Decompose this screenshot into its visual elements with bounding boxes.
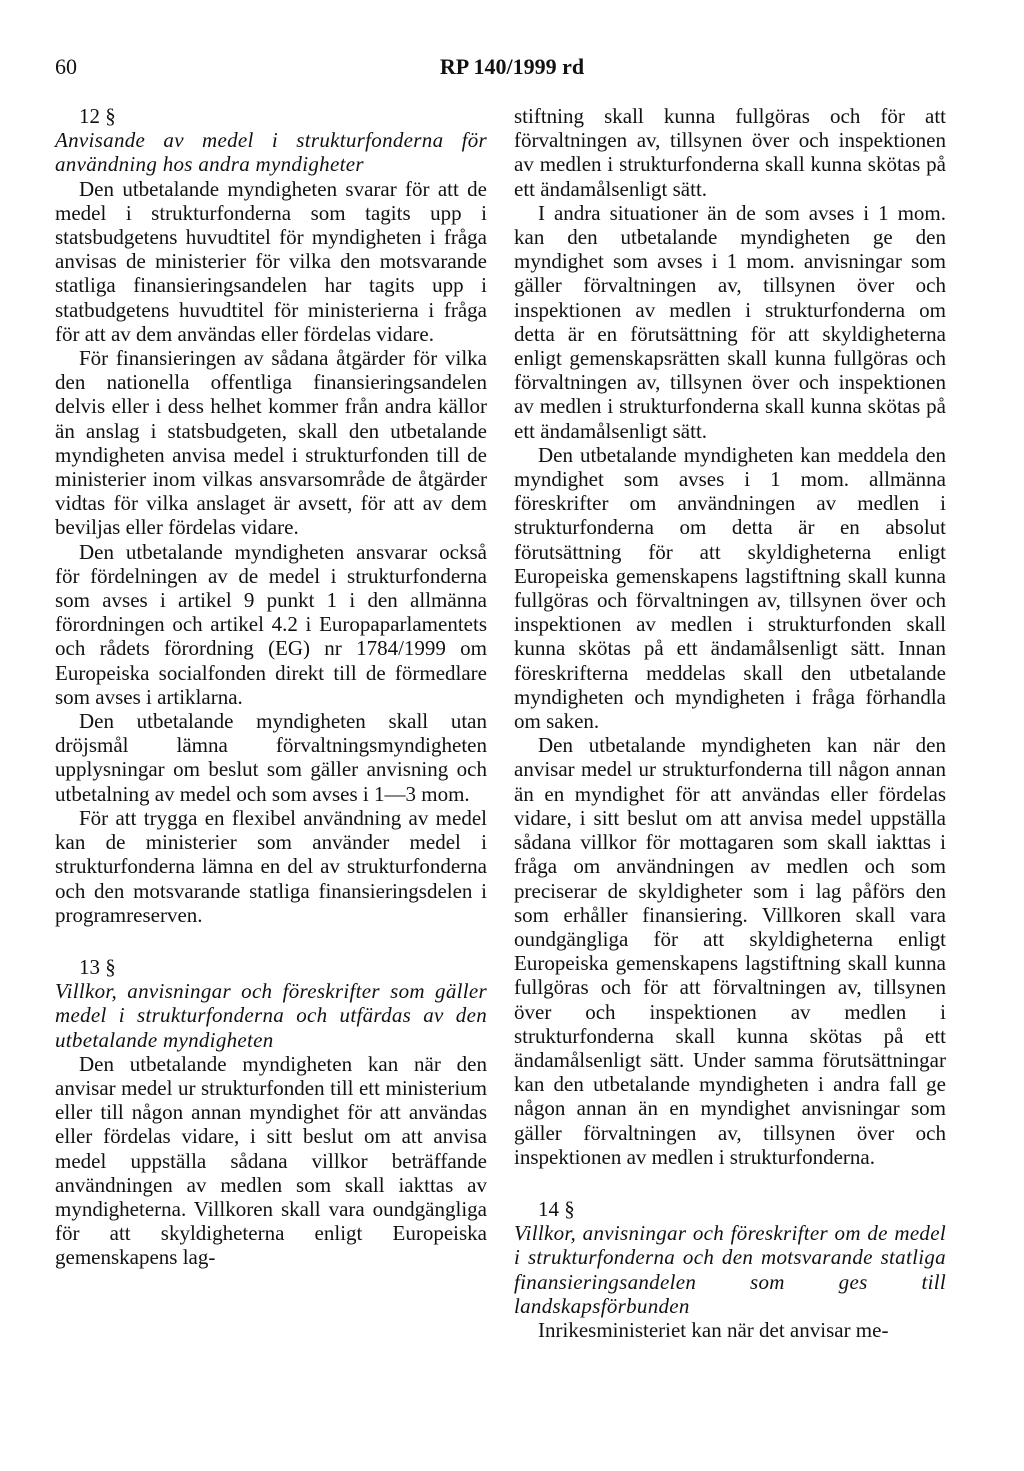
section-13-paragraph-3: Den utbetalande myndigheten kan meddela den myndighet som avses i 1 mom. allmänna föreskrifter om användningen av medlen i strukturfonderna om detta är en absolut förutsättning för att skyldigheterna enligt Europeiska gemenskapens lagstiftning skall kunna fullgöras och förvaltningen av, tillsynen över och inspektionen av medlen i strukturfonden skall kunna skötas på ett ändamålsenligt sätt. Innan föreskrifterna meddelas skall den utbetalande myndigheten och myndigheten i fråga förhandla om saken. <box>514 442 946 734</box>
section-12-paragraph-3: Den utbetalande myndigheten ansvarar också för fördelningen av de medel i strukturfonderna som avses i artikel 9 punkt 1 i den allmänna förordningen och artikel 4.2 i Europaparlamentets och rådets förordning (EG) nr 1784/1999 om Europeiska socialfonden direkt till de förmedlare som avses i artiklarna. <box>55 539 487 709</box>
section-12-paragraph-4: Den utbetalande myndigheten skall utan dröjsmål lämna förvaltningsmyndigheten upplysningar om beslut som gäller anvisning och utbetalning av medel och som avses i 1—3 mom. <box>55 709 487 806</box>
running-head: RP 140/1999 rd <box>439 54 585 79</box>
section-12-paragraph-5: För att trygga en flexibel användning av medel kan de ministerier som använder medel i strukturfonderna lämna en del av strukturfonderna och den motsvarande statliga finansieringsdelen i programreserven. <box>55 805 487 927</box>
section-13-heading: Villkor, anvisningar och föreskrifter som gäller medel i strukturfonderna och utfärdas av den utbetalande myndigheten <box>55 979 487 1052</box>
section-13-paragraph-4: Den utbetalande myndigheten kan när den anvisar medel ur strukturfonderna till någon annan än en myndighet för att användas eller fördelas vidare, i sitt beslut om att anvisa medel uppställa sådana villkor för mottagaren som skall iakttas i fråga om användningen av medlen och som preciserar de skyldigheter som i lag påförs den som erhåller finansiering. Villkoren skall vara oundgängliga för att skyldigheterna enligt Europeiska gemenskapens lagstiftning skall kunna fullgöras och för att förvaltningen av, tillsynen över och inspektionen av medlen i strukturfonderna skall kunna skötas på ett ändamålsenligt sätt. Under samma förutsättningar kan den utbetalande myndigheten i andra fall ge någon annan än en myndighet anvisningar som gäller förvaltningen av, tillsynen över och inspektionen av medlen i strukturfonderna. <box>514 733 946 1169</box>
section-12-paragraph-2: För finansieringen av sådana åtgärder för vilka den nationella offentliga finansieringsandelen delvis eller i dess helhet kommer från andra källor än anslag i statsbudgeten, skall den utbetalande myndigheten anvisa medel i strukturfonden till de ministerier inom vilkas ansvarsområde de åtgärder vidtas för vilka anslaget är avsett, för att av dem beviljas eller fördelas vidare. <box>55 346 487 540</box>
section-14-number: 14 § <box>538 1196 575 1221</box>
section-13-paragraph-2: I andra situationer än de som avses i 1 mom. kan den utbetalande myndigheten ge den myndighet som avses i 1 mom. anvisningar som gäller förvaltningen av, tillsynen över och inspektionen av medlen i strukturfonderna om detta är en förutsättning för att skyldigheterna enligt gemenskapsrätten skall kunna fullgöras och förvaltningen av, tillsynen över och inspektionen av medlen i strukturfonderna skall kunna skötas på ett ändamålsenligt sätt. <box>514 200 946 443</box>
section-12-number: 12 § <box>79 104 116 128</box>
section-13-paragraph-1-continued: stiftning skall kunna fullgöras och för att förvaltningen av, tillsynen över och inspektionen av medlen i strukturfonderna skall kunna skötas på ett ändamålsenligt sätt. <box>514 104 946 201</box>
section-12-paragraph-1: Den utbetalande myndigheten svarar för att de medel i strukturfonderna som tagits upp i statsbudgetens huvudtitel för myndigheten i fråga anvisas de ministerier för vilka den motsvarande statliga finansieringsandelen har tagits upp i statbudgetens huvudtitel för ministerierna i fråga för att av dem användas eller fördelas vidare. <box>55 176 487 346</box>
page-number: 60 <box>55 54 77 79</box>
section-13-number: 13 § <box>79 954 116 979</box>
section-12-heading: Anvisande av medel i strukturfonderna för användning hos andra myndigheter <box>55 128 487 177</box>
section-14-paragraph-1: Inrikesministeriet kan när det anvisar me- <box>538 1317 889 1342</box>
right-column <box>514 104 946 1342</box>
section-14-heading: Villkor, anvisningar och föreskrifter om de medel i strukturfonderna och den motsvarande statliga finansieringsandelen som ges till landskapsförbunden <box>514 1221 946 1318</box>
left-column <box>55 104 487 1270</box>
section-13-paragraph-1: Den utbetalande myndigheten kan när den anvisar medel ur strukturfonden till ett ministerium eller till någon annan myndighet för att användas eller fördelas vidare, i sitt beslut om att anvisa medel uppställa sådana villkor beträffande användningen av medlen som skall iakttas av myndigheterna. Villkoren skall vara oundgängliga för att skyldigheterna enligt Europeiska gemenskapens lag- <box>55 1051 487 1270</box>
